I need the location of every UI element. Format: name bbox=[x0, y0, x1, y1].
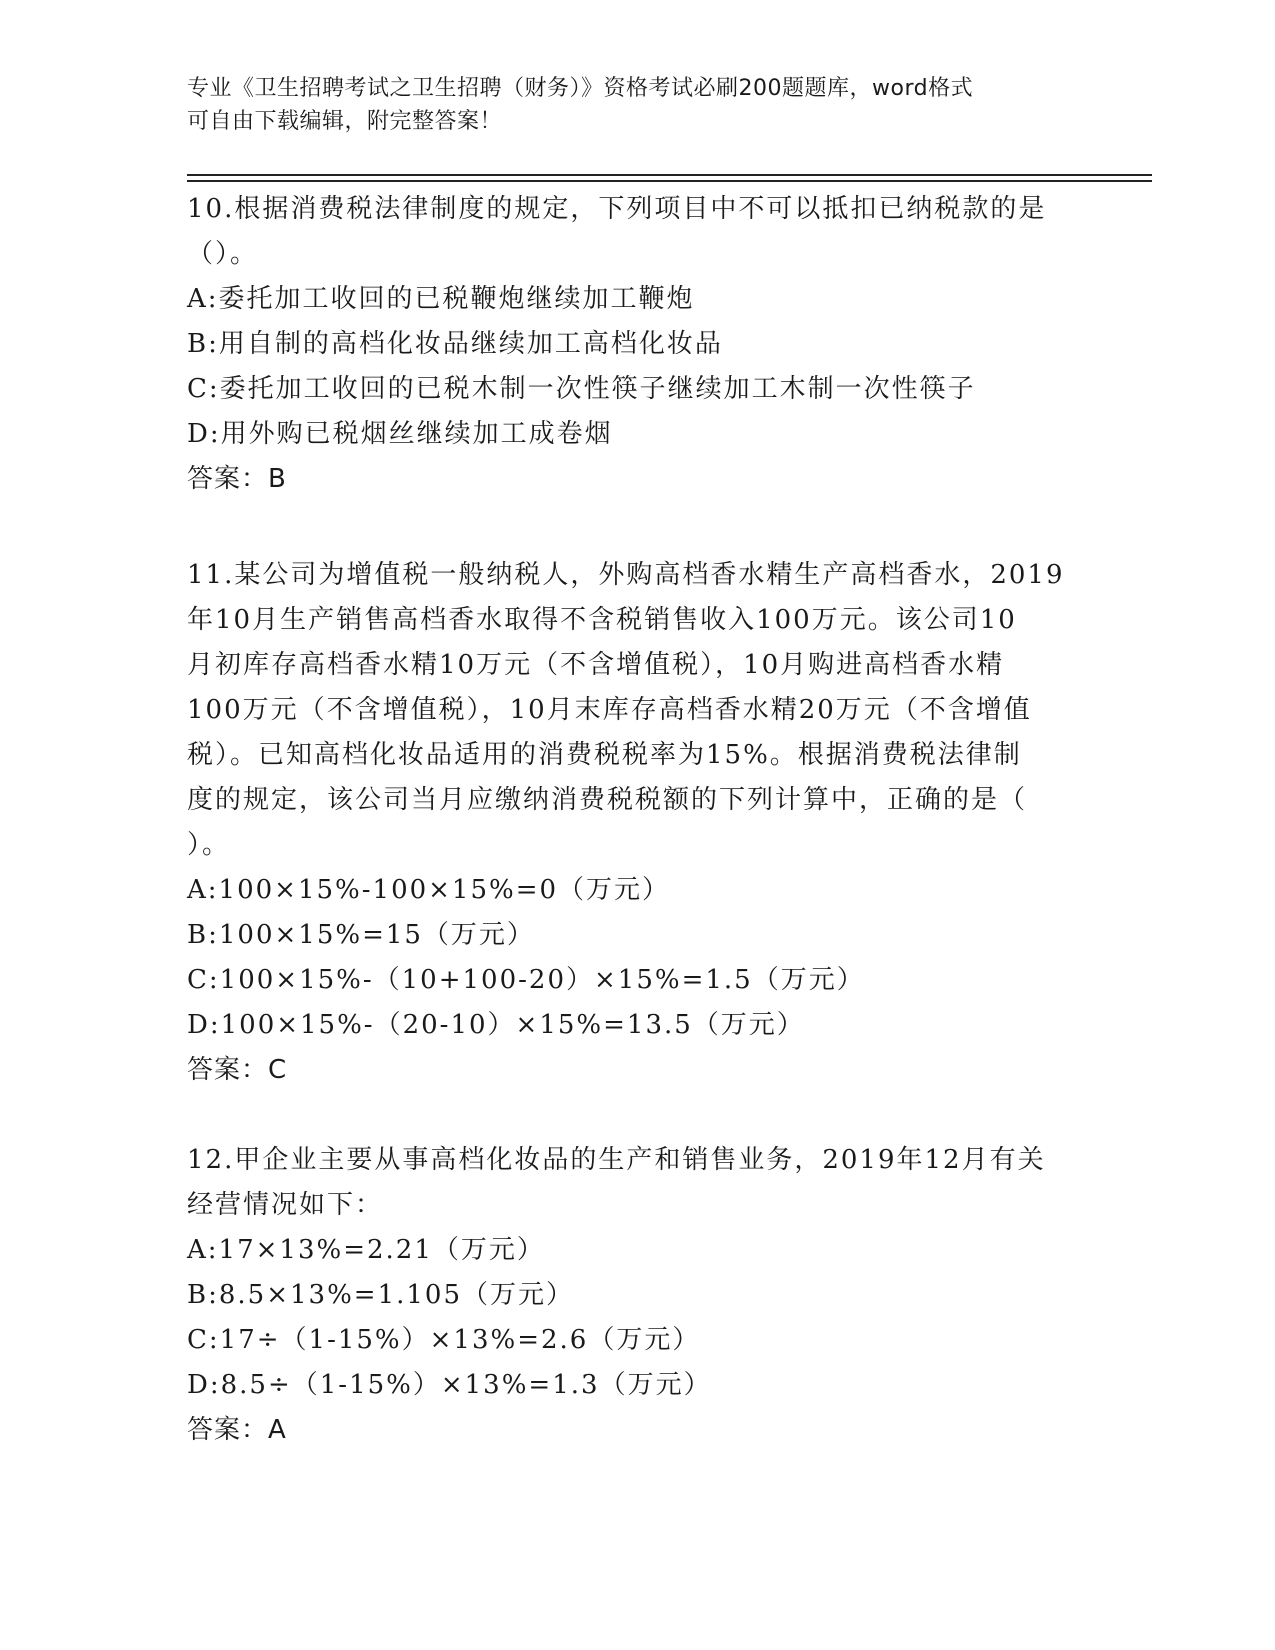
option-b: B:用自制的高档化妆品继续加工高档化妆品 bbox=[187, 329, 723, 359]
question-10 bbox=[187, 187, 1077, 502]
question-stem-line: ）。 bbox=[187, 830, 231, 860]
question-stem-line: 税）。已知高档化妆品适用的消费税税率为15%。根据消费税法律制 bbox=[187, 740, 1022, 770]
header-divider-bottom bbox=[187, 180, 1152, 182]
option-d: D:8.5÷（1-15%）×13%=1.3（万元） bbox=[187, 1370, 712, 1400]
option-b: B:8.5×13%=1.105（万元） bbox=[187, 1280, 575, 1310]
question-11 bbox=[187, 553, 1077, 1093]
header-line-2: 可自由下载编辑，附完整答案！ bbox=[187, 109, 503, 134]
question-stem-line: 10.根据消费税法律制度的规定，下列项目中不可以抵扣已纳税款的是 bbox=[187, 194, 1047, 224]
answer: 答案：B bbox=[187, 464, 287, 494]
option-a: A:17×13%=2.21（万元） bbox=[187, 1235, 545, 1265]
question-12 bbox=[187, 1138, 1077, 1453]
question-stem-line: 12.甲企业主要从事高档化妆品的生产和销售业务，2019年12月有关 bbox=[187, 1145, 1046, 1175]
question-stem-line: 月初库存高档香水精10万元（不含增值税），10月购进高档香水精 bbox=[187, 650, 1005, 680]
option-c: C:17÷（1-15%）×13%=2.6（万元） bbox=[187, 1325, 701, 1355]
answer: 答案：C bbox=[187, 1055, 288, 1085]
option-b: B:100×15%=15（万元） bbox=[187, 920, 535, 950]
answer: 答案：A bbox=[187, 1415, 287, 1445]
question-stem-line: 100万元（不含增值税），10月末库存高档香水精20万元（不含增值 bbox=[187, 695, 1032, 725]
option-a: A:100×15%-100×15%=0（万元） bbox=[187, 875, 671, 905]
question-stem-line: 11.某公司为增值税一般纳税人，外购高档香水精生产高档香水，2019 bbox=[187, 560, 1065, 590]
question-stem-line: 年10月生产销售高档香水取得不含税销售收入100万元。该公司10 bbox=[187, 605, 1017, 635]
option-c: C:100×15%-（10+100-20）×15%=1.5（万元） bbox=[187, 965, 865, 995]
question-stem-line: 经营情况如下： bbox=[187, 1190, 384, 1220]
question-stem-line: 度的规定，该公司当月应缴纳消费税税额的下列计算中，正确的是（ bbox=[187, 785, 1028, 815]
option-d: D:100×15%-（20-10）×15%=13.5（万元） bbox=[187, 1010, 805, 1040]
option-a: A:委托加工收回的已税鞭炮继续加工鞭炮 bbox=[187, 284, 695, 314]
option-d: D:用外购已税烟丝继续加工成卷烟 bbox=[187, 419, 613, 449]
option-c: C:委托加工收回的已税木制一次性筷子继续加工木制一次性筷子 bbox=[187, 374, 976, 404]
document-header bbox=[187, 72, 1067, 138]
header-line-1: 专业《卫生招聘考试之卫生招聘（财务）》资格考试必刷200题题库，word格式 bbox=[187, 76, 974, 101]
question-stem-line: （）。 bbox=[187, 239, 259, 269]
header-divider-top bbox=[187, 174, 1152, 176]
